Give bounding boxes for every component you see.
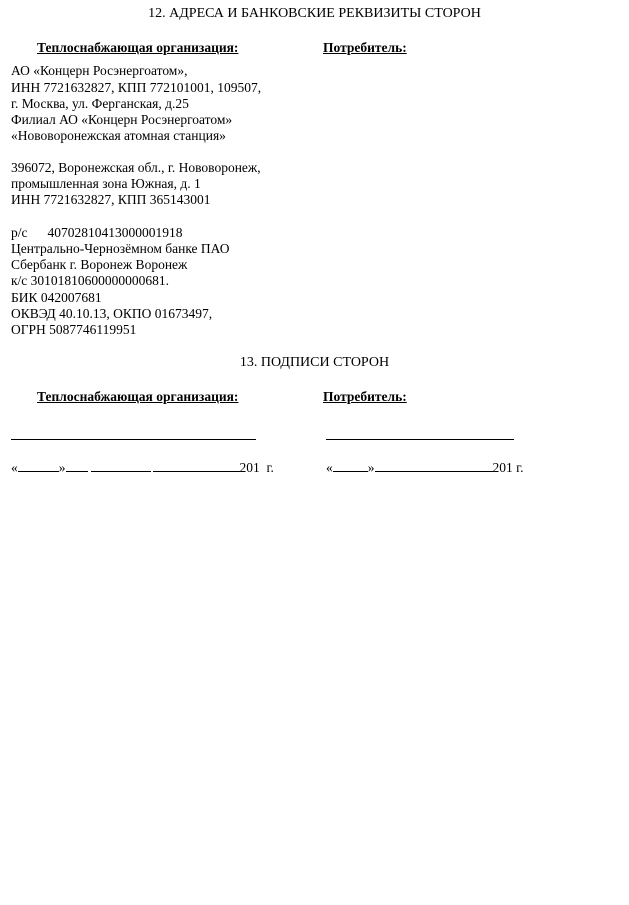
consumer-signature-line — [326, 439, 514, 440]
supplier-date-close-quote: » — [58, 460, 66, 475]
account-label: р/с — [11, 225, 28, 240]
consumer-date-suffix: г. — [516, 460, 524, 475]
supplier-date-month-blank — [91, 459, 151, 472]
supplier-date-year: 201 — [239, 460, 260, 475]
section-13-title: 13. ПОДПИСИ СТОРОН — [239, 355, 390, 370]
supplier-line-3: г. Москва, ул. Ферганская, д.25 — [11, 96, 189, 111]
signature-consumer-label: Потребитель: — [323, 389, 407, 404]
supplier-line-5: «Нововоронежская атомная станция» — [11, 128, 226, 143]
supplier-date-month-blank-2 — [153, 459, 240, 472]
supplier-line-2: ИНН 7721632827, КПП 772101001, 109507, — [11, 80, 262, 95]
bank-line-3: к/с 30101810600000000681. — [11, 273, 170, 288]
consumer-date-open-quote: « — [326, 460, 333, 475]
consumer-date-day-blank — [333, 459, 368, 472]
supplier-date-suffix: г. — [266, 460, 274, 475]
account-number: 40702810413000001918 — [47, 225, 183, 240]
supplier-date-day-blank — [18, 459, 59, 472]
consumer-date-year: 201 — [492, 460, 513, 475]
consumer-date-row — [326, 459, 524, 476]
supplier-line-1: АО «Концерн Росэнергоатом», — [11, 63, 188, 78]
consumer-label: Потребитель: — [323, 40, 407, 55]
consumer-date-month-blank — [375, 459, 493, 472]
bank-line-1: Центрально-Чернозёмном банке ПАО — [11, 241, 230, 256]
supplier-date-row — [11, 459, 274, 476]
supplier-label: Теплоснабжающая организация: — [37, 40, 239, 55]
supplier-date-open-quote: « — [11, 460, 18, 475]
supplier-line-4: Филиал АО «Концерн Росэнергоатом» — [11, 112, 233, 127]
bank-line-6: ОГРН 5087746119951 — [11, 322, 137, 337]
consumer-date-close-quote: » — [367, 460, 375, 475]
signature-supplier-label: Теплоснабжающая организация: — [37, 389, 239, 404]
supplier-line-8: ИНН 7721632827, КПП 365143001 — [11, 192, 211, 207]
supplier-date-gap-blank — [66, 459, 88, 472]
bank-line-2: Сбербанк г. Воронеж Воронеж — [11, 257, 188, 272]
supplier-signature-line — [11, 439, 256, 440]
section-12-title: 12. АДРЕСА И БАНКОВСКИЕ РЕКВИЗИТЫ СТОРОН — [148, 6, 481, 21]
bank-line-5: ОКВЭД 40.10.13, ОКПО 01673497, — [11, 306, 213, 321]
account-row — [11, 225, 183, 241]
supplier-line-6: 396072, Воронежская обл., г. Нововоронеж, — [11, 160, 261, 175]
bank-line-4: БИК 042007681 — [11, 290, 102, 305]
supplier-line-7: промышленная зона Южная, д. 1 — [11, 176, 201, 191]
